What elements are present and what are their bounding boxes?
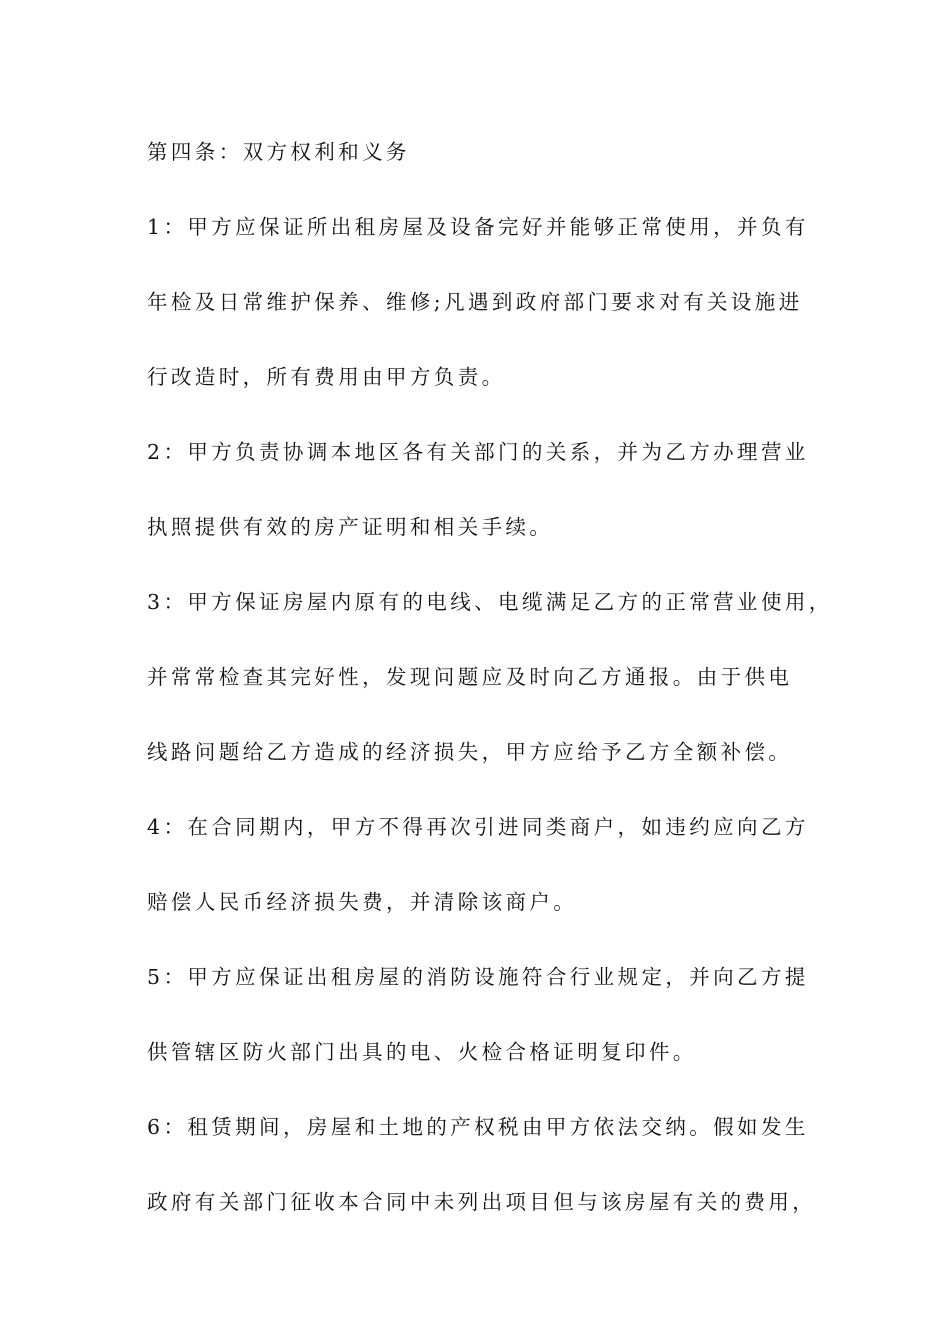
text-line: 年检及日常维护保养、维修;凡遇到政府部门要求对有关设施进 (147, 290, 803, 314)
text-line: 政府有关部门征收本合同中未列出项目但与该房屋有关的费用， (147, 1190, 817, 1214)
text-line: 执照提供有效的房产证明和相关手续。 (147, 515, 554, 539)
section-heading: 第四条：双方权利和义务 (147, 140, 410, 164)
text-line: 并常常检查其完好性，发现问题应及时向乙方通报。由于供电 (147, 665, 793, 689)
text-line: 5：甲方应保证出租房屋的消防设施符合行业规定，并向乙方提 (147, 965, 809, 989)
text-line: 3：甲方保证房屋内原有的电线、电缆满足乙方的正常营业使用， (147, 590, 833, 614)
text-line: 线路问题给乙方造成的经济损失，甲方应给予乙方全额补偿。 (147, 740, 793, 764)
text-line: 行改造时，所有费用由甲方负责。 (147, 365, 506, 389)
text-line: 2：甲方负责协调本地区各有关部门的关系，并为乙方办理营业 (147, 440, 809, 464)
text-line: 6：租赁期间，房屋和土地的产权税由甲方依法交纳。假如发生 (147, 1115, 809, 1139)
text-line: 赔偿人民币经济损失费，并清除该商户。 (147, 890, 578, 914)
text-line: 1：甲方应保证所出租房屋及设备完好并能够正常使用，并负有 (147, 215, 809, 239)
text-line: 4：在合同期内，甲方不得再次引进同类商户，如违约应向乙方 (147, 815, 809, 839)
text-line: 供管辖区防火部门出具的电、火检合格证明复印件。 (147, 1040, 697, 1064)
